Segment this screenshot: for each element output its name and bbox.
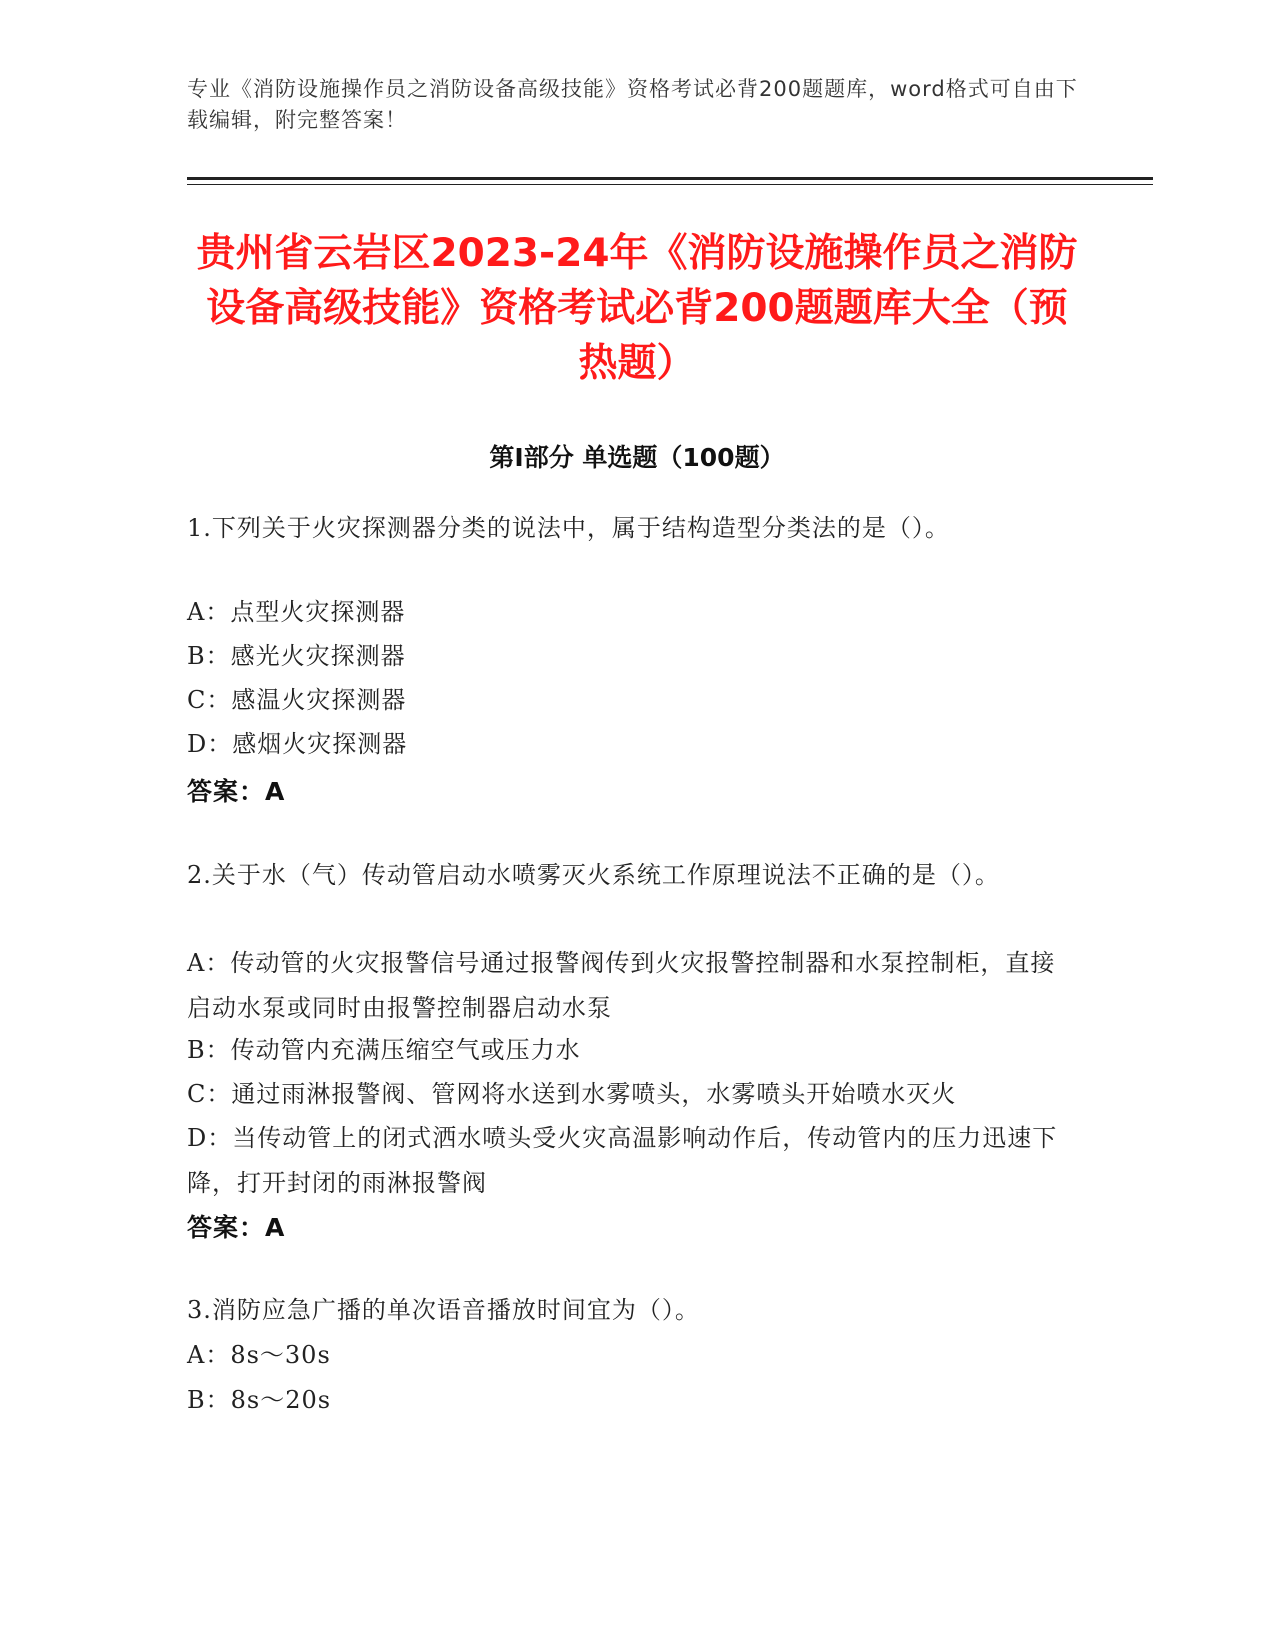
question-2-option-b: B：传动管内充满压缩空气或压力水 (187, 1036, 581, 1064)
question-1-option-c: C：感温火灾探测器 (187, 686, 407, 714)
question-1-option-b: B：感光火灾探测器 (187, 642, 406, 670)
question-2-stem: 2.关于水（气）传动管启动水喷雾灭火系统工作原理说法不正确的是（）。 (187, 861, 1000, 889)
question-2-answer: 答案：A (187, 1213, 286, 1242)
question-3-option-a: A：8s～30s (187, 1341, 331, 1369)
question-3-stem: 3.消防应急广播的单次语音播放时间宜为（）。 (187, 1296, 700, 1324)
question-1-option-d: D：感烟火灾探测器 (187, 730, 408, 758)
header-note: 专业《消防设施操作员之消防设备高级技能》资格考试必背200题题库，word格式可自由下载编辑，附完整答案！ (187, 77, 1078, 132)
question-2-option-a: A：传动管的火灾报警信号通过报警阀传到火灾报警控制器和水泵控制柜，直接启动水泵或同时由报警控制器启动水泵 (187, 949, 1056, 1022)
header-divider-thick (187, 177, 1153, 180)
question-3-option-b: B：8s～20s (187, 1386, 332, 1414)
question-1-stem: 1.下列关于火灾探测器分类的说法中，属于结构造型分类法的是（）。 (187, 514, 950, 542)
document-title: 贵州省云岩区2023-24年《消防设施操作员之消防设备高级技能》资格考试必背200题题库大全（预热题） (196, 231, 1078, 386)
header-divider-thin (187, 184, 1153, 185)
question-2-option-d: D：当传动管上的闭式洒水喷头受火灾高温影响动作后，传动管内的压力迅速下降，打开封闭的雨淋报警阀 (187, 1124, 1058, 1197)
section-title: 第Ⅰ部分 单选题（100题） (489, 443, 785, 472)
question-2-option-c: C：通过雨淋报警阀、管网将水送到水雾喷头，水雾喷头开始喷水灭火 (187, 1080, 957, 1108)
question-1-option-a: A：点型火灾探测器 (187, 598, 406, 626)
question-1-answer: 答案：A (187, 777, 286, 806)
